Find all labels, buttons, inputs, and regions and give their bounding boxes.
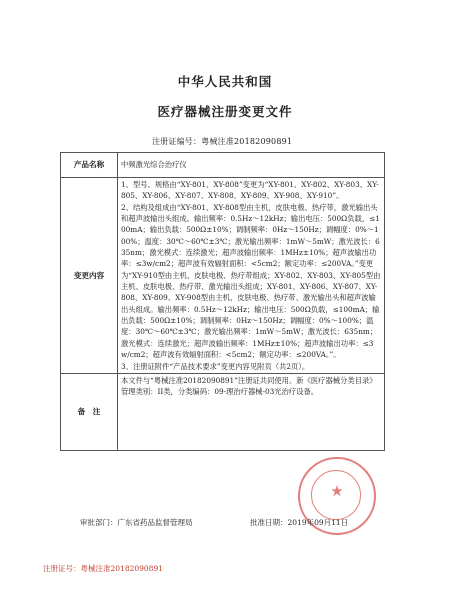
remark-value: 本文件与“粤械注准20182090891”注册证共同使用。新《医疗器械分类目录》管理类别：II类，分类编码：09-理治疗器械-03光治疗设备。 xyxy=(118,373,385,450)
approval-date xyxy=(250,517,348,528)
approver-value: 广东省药品监督管理局 xyxy=(117,518,193,527)
change-table xyxy=(60,152,385,451)
change-paragraph-1: 1、型号、规格由“XY-801、XY-808”变更为“XY-801、XY-802、XY-803、XY-805、XY-806、XY-807、XY-808、XY-809、XY-908、XY-910”。 xyxy=(121,180,379,201)
document-title: 中华人民共和国 xyxy=(177,74,273,89)
registration-number-value: 粤械注准20182090891 xyxy=(201,137,293,146)
remark-row xyxy=(61,373,385,450)
product-name-label: 产品名称 xyxy=(61,153,118,178)
registration-number xyxy=(152,136,292,147)
change-row xyxy=(61,178,385,374)
product-row xyxy=(61,153,385,178)
approval-date-label: 批准日期： xyxy=(250,518,288,527)
footer-label: 注册证号： xyxy=(43,564,81,573)
approver xyxy=(80,517,193,528)
remark-label: 备 注 xyxy=(61,373,118,450)
approver-label: 审批部门： xyxy=(80,518,118,527)
registration-number-label: 注册证编号： xyxy=(152,137,202,146)
change-paragraph-2: 2、结构及组成由“XY-801、XY-808型由主机，皮肤电极、热疗带，激光输出头和超声波输出头组成。输出频率：0.5Hz～12kHz；输出电压：500Ω负载，≤100mA；输出负载：500Ω±10%；调制频率：0Hz～150Hz；调幅度：0%～100%；温度：30℃～60℃±3℃；激光输出频率：1mW～5mW；激光波长：635nm；激光模式：连续激光；超声波输出频率：1MHz±10%；超声波输出功率：≤3w/cm2；超声波有效辐射面积：<5cm2；额定功率：≤200VA。”变更为“XY-910型由主机、皮肤电极、热疗带组成；XY-802、XY-803、XY-805型由主机、皮肤电极、热疗带、激光输出头组成；XY-801、XY-806、XY-807、XY-808、XY-809、XY-908型由主机、皮肤电极、热疗带、激光输出头和超声波输出头组成。输出频率：0.5Hz～12kHz；输出电压：500Ω负载，≤100mA；输出负载：500Ω±10%；调制频率：0Hz～150Hz；调幅度：0%～100%；温度：30℃～60℃±3℃；激光输出频率：1mW～5mW；激光波长：635nm；激光模式：连续激光；超声波输出频率：1MHz±10%；超声波输出功率：≤3w/cm2；超声波有效辐射面积：<5cm2；额定功率：≤200VA。”。 xyxy=(121,202,381,360)
product-name-value: 中频激光综合治疗仪 xyxy=(118,153,385,178)
approval-date-value: 2019年09月11日 xyxy=(287,518,349,527)
change-content-value xyxy=(118,178,385,374)
seal-star-icon: ★ xyxy=(330,482,344,500)
document-subtitle: 医疗器械注册变更文件 xyxy=(157,104,293,119)
page-footer xyxy=(43,563,163,574)
change-content-label: 变更内容 xyxy=(61,178,118,374)
footer-value: 粤械注准20182090891 xyxy=(80,564,163,573)
change-paragraph-3: 3、注册证附件“产品技术要求”变更内容见附页（共2页）。 xyxy=(121,361,310,371)
